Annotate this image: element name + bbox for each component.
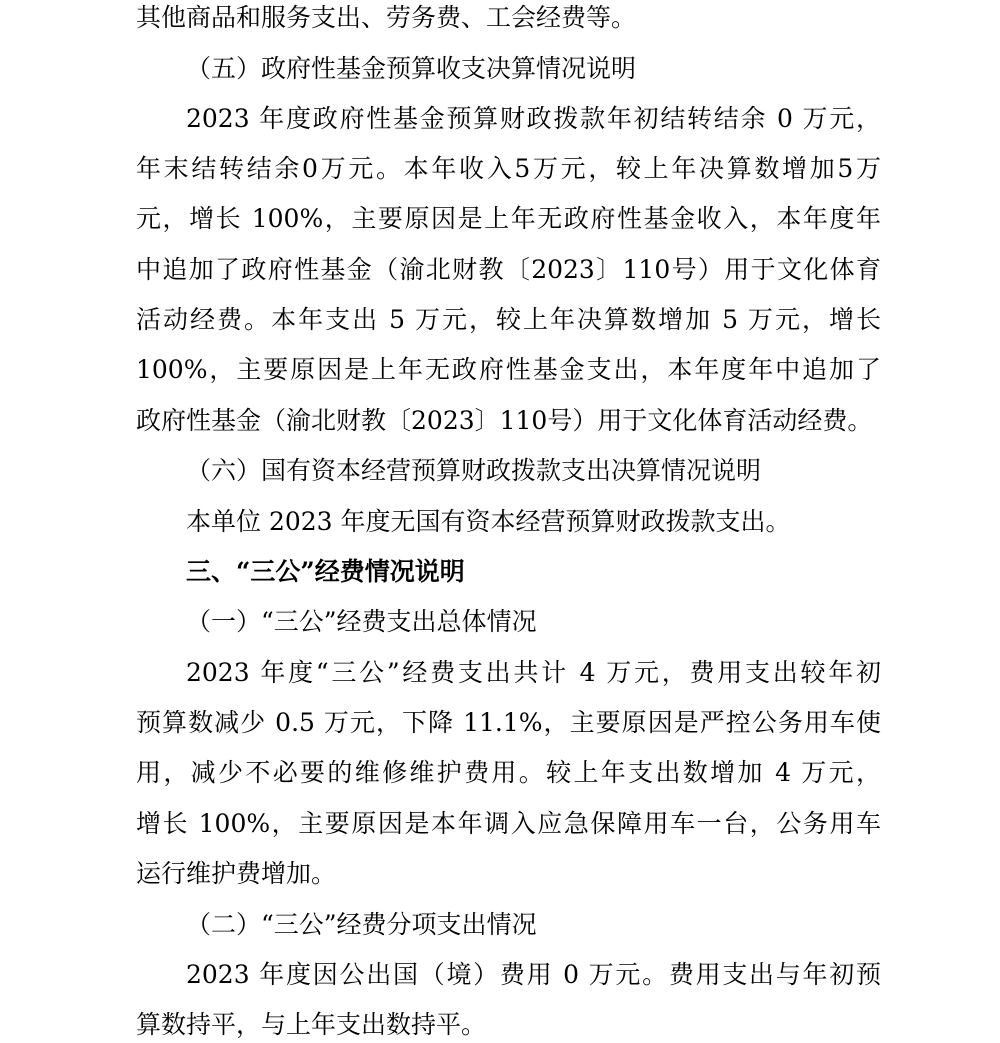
section-heading-3-1: （一）“三公”经费支出总体情况 — [186, 607, 537, 636]
paragraph-line: 2023 年度因公出国（境）费用 0 万元。费用支出与年初预 — [186, 960, 881, 989]
paragraph-line: 政府性基金（渝北财教〔2023〕110号）用于文化体育活动经费。 — [136, 406, 873, 435]
paragraph-line: 2023 年度“三公”经费支出共计 4 万元，费用支出较年初 — [186, 658, 881, 687]
paragraph-line: 中追加了政府性基金（渝北财教〔2023〕110号）用于文化体育 — [136, 255, 881, 284]
section-heading-6: （六）国有资本经营预算财政拨款支出决算情况说明 — [186, 456, 762, 485]
paragraph-line: 2023 年度政府性基金预算财政拨款年初结转结余 0 万元， — [186, 104, 881, 133]
paragraph-line: 本单位 2023 年度无国有资本经营预算财政拨款支出。 — [186, 507, 791, 536]
section-heading-5: （五）政府性基金预算收支决算情况说明 — [186, 54, 637, 83]
paragraph-line: 100%，主要原因是上年无政府性基金支出，本年度年中追加了 — [136, 355, 881, 384]
paragraph-line: 年末结转结余0万元。本年收入5万元，较上年决算数增加5万 — [136, 154, 881, 183]
paragraph-line: 用，减少不必要的维修维护费用。较上年支出数增加 4 万元， — [136, 758, 881, 787]
paragraph-line: 其他商品和服务支出、劳务费、工会经费等。 — [136, 3, 637, 32]
paragraph-line: 元，增长 100%，主要原因是上年无政府性基金收入，本年度年 — [136, 204, 881, 233]
chapter-heading-3: 三、“三公”经费情况说明 — [186, 557, 465, 586]
paragraph-line: 活动经费。本年支出 5 万元，较上年决算数增加 5 万元，增长 — [136, 305, 881, 334]
paragraph-line: 运行维护费增加。 — [136, 859, 337, 888]
paragraph-line: 算数持平，与上年支出数持平。 — [136, 1010, 487, 1039]
paragraph-line: 预算数减少 0.5 万元，下降 11.1%，主要原因是严控公务用车使 — [136, 708, 881, 737]
section-heading-3-2: （二）“三公”经费分项支出情况 — [186, 910, 537, 939]
paragraph-line: 增长 100%，主要原因是本年调入应急保障用车一台，公务用车 — [136, 809, 881, 838]
